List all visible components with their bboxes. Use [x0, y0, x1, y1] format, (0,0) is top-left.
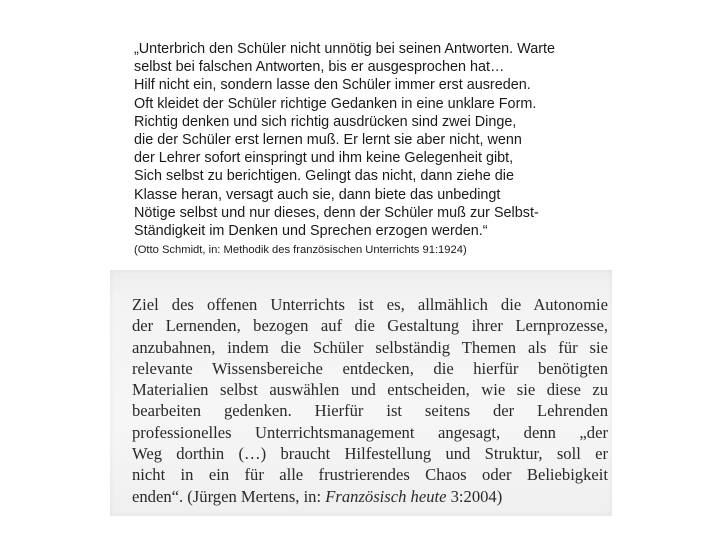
- publication-title: Französisch heute: [325, 486, 447, 506]
- quote-line: Richtig denken und sich richtig ausdrücken sind zwei Dinge,: [134, 113, 517, 130]
- scanned-line: relevante Wissensbereiche entdecken, die hierfür benötigten: [132, 358, 608, 378]
- quote-line: die der Schüler erst lernen muß. Er lernt sie aber nicht, wenn: [134, 132, 522, 149]
- scanned-line: Materialien selbst auswählen und entscheiden, wie sie diese zu: [132, 380, 608, 400]
- scanned-line: anzubahnen, indem die Schüler selbständig Themen als für sie: [132, 337, 608, 357]
- quote-line: der Lehrer sofort einspringt und ihm keine Gelegenheit gibt,: [134, 150, 514, 167]
- quote-source: (Otto Schmidt, in: Methodik des französischen Unterrichts 91:1924): [134, 244, 467, 257]
- schmidt-quote: [134, 40, 624, 258]
- scanned-line-suffix: 3:2004): [446, 486, 503, 506]
- scanned-line-prefix: enden“. (Jürgen Mertens, in:: [132, 486, 326, 506]
- mertens-quote: [132, 294, 608, 507]
- scanned-line: bearbeiten gedenken. Hierfür ist seitens der Lehrenden: [132, 401, 608, 421]
- quote-line: selbst bei falschen Antworten, bis er ausgesprochen hat…: [134, 59, 505, 76]
- quote-line: Sich selbst zu berichtigen. Gelingt das nicht, dann ziehe die: [134, 168, 514, 185]
- quote-line: Nötige selbst und nur dieses, denn der Schüler muß zur Selbst-: [134, 204, 539, 221]
- scanned-line: Weg dorthin (…) braucht Hilfestellung und Struktur, soll er: [132, 444, 608, 464]
- quote-line: Oft kleidet der Schüler richtige Gedanken in eine unklare Form.: [134, 95, 537, 112]
- quote-line: Hilf nicht ein, sondern lasse den Schüler immer erst ausreden.: [134, 77, 531, 94]
- quote-line: Klasse heran, versagt auch sie, dann biete das unbedingt: [134, 186, 501, 203]
- scanned-excerpt: [110, 270, 612, 516]
- scanned-line: der Lernenden, bezogen auf die Gestaltung ihrer Lernprozesse,: [132, 316, 608, 336]
- quote-line: „Unterbrich den Schüler nicht unnötig bei seinen Antworten. Warte: [134, 41, 556, 57]
- scanned-line: nicht in ein für alle frustrierendes Chaos oder Beliebigkeit: [132, 465, 608, 485]
- scanned-line: Ziel des offenen Unterrichts ist es, allmählich die Autonomie: [132, 295, 608, 314]
- scanned-line: professionelles Unterrichtsmanagement angesagt, denn „der: [132, 422, 608, 442]
- quote-line: Ständigkeit im Denken und Sprechen erzogen werden.“: [134, 223, 488, 240]
- scanned-last-line: [132, 486, 608, 507]
